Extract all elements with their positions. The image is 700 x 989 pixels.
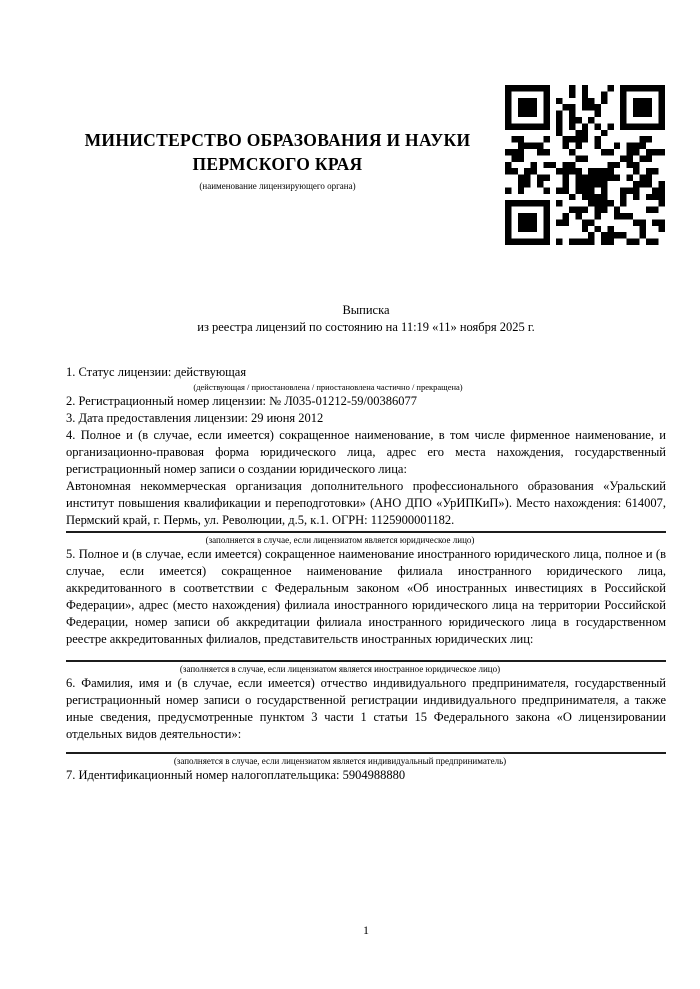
status-options-caption: (действующая / приостановлена / приостановлена частично / прекращена) bbox=[193, 382, 463, 392]
entrepreneur-caption: (заполняется в случае, если лицензиатом является индивидуальный предприниматель) bbox=[173, 756, 507, 766]
licensing-authority-caption: (наименование лицензирующего органа) bbox=[199, 181, 356, 191]
licensing-authority-header bbox=[66, 128, 489, 192]
ministry-name-line1: МИНИСТЕРСТВО ОБРАЗОВАНИЯ И НАУКИ bbox=[84, 130, 471, 150]
foreign-entity-caption: (заполняется в случае, если лицензиатом является иностранное юридическое лицо) bbox=[179, 664, 501, 674]
ministry-name-line2: ПЕРМСКОГО КРАЯ bbox=[192, 154, 363, 174]
legal-entity-caption: (заполняется в случае, если лицензиатом является юридическое лицо) bbox=[205, 535, 475, 545]
document-subtitle: из реестра лицензий по состоянию на 11:19 «11» ноября 2025 г. bbox=[197, 320, 535, 334]
field-rule-foreign-entity bbox=[66, 660, 666, 662]
field-rule-legal-entity bbox=[66, 531, 666, 533]
license-status: 1. Статус лицензии: действующая bbox=[66, 365, 247, 379]
legal-entity-value: Автономная некоммерческая организация дополнительного профессионального образования «Уральский институт повышения квалификации и переподготовки» (АНО ДПО «УрИПКиП»). Место нахождения: 614007, Пермский край, г. Пермь, ул. Революции, д.5, к.1. ОГРН: 1125900001182. bbox=[66, 479, 666, 527]
entrepreneur-label: 6. Фамилия, имя и (в случае, если имеется) отчество индивидуального предпринимателя, государственный регистрационный номер записи о государственной регистрации индивидуального предпринимателя, а также иные сведения, предусмотренные пунктом 3 части 1 статьи 15 Федерального закона «О лицензировании отдельных видов деятельности»: bbox=[66, 676, 666, 741]
taxpayer-id-number: 7. Идентификационный номер налогоплательщика: 5904988880 bbox=[66, 768, 406, 782]
document-title: Выписка bbox=[342, 303, 390, 317]
page-number: 1 bbox=[363, 923, 369, 937]
document-title-block bbox=[66, 302, 666, 336]
legal-entity-label: 4. Полное и (в случае, если имеется) сокращенное наименование, в том числе фирменное наименование, и организационно-правовая форма юридического лица, адрес его места нахождения, государственный регистрационный номер записи о создании юридического лица: bbox=[66, 428, 666, 476]
registration-number: 2. Регистрационный номер лицензии: № Л035-01212-59/00386077 bbox=[66, 394, 417, 408]
foreign-entity-label: 5. Полное и (в случае, если имеется) сокращенное наименование иностранного юридического лица, полное и (в случае, если имеется) сокращенное наименование филиала иностранного юридического лица, аккредитованного в соответствии с Федеральным законом «Об иностранных инвестициях в Российской Федерации», адрес (место нахождения) филиала иностранного юридического лица на территории Российской Федерации, номер записи об аккредитации филиала иностранного юридического лица в государственном реестре аккредитованных филиалов, представительств иностранных юридических лиц: bbox=[66, 547, 666, 646]
qr-code bbox=[505, 85, 665, 245]
license-grant-date: 3. Дата предоставления лицензии: 29 июня 2012 bbox=[66, 411, 324, 425]
field-rule-entrepreneur bbox=[66, 752, 666, 754]
document-body bbox=[66, 364, 666, 784]
